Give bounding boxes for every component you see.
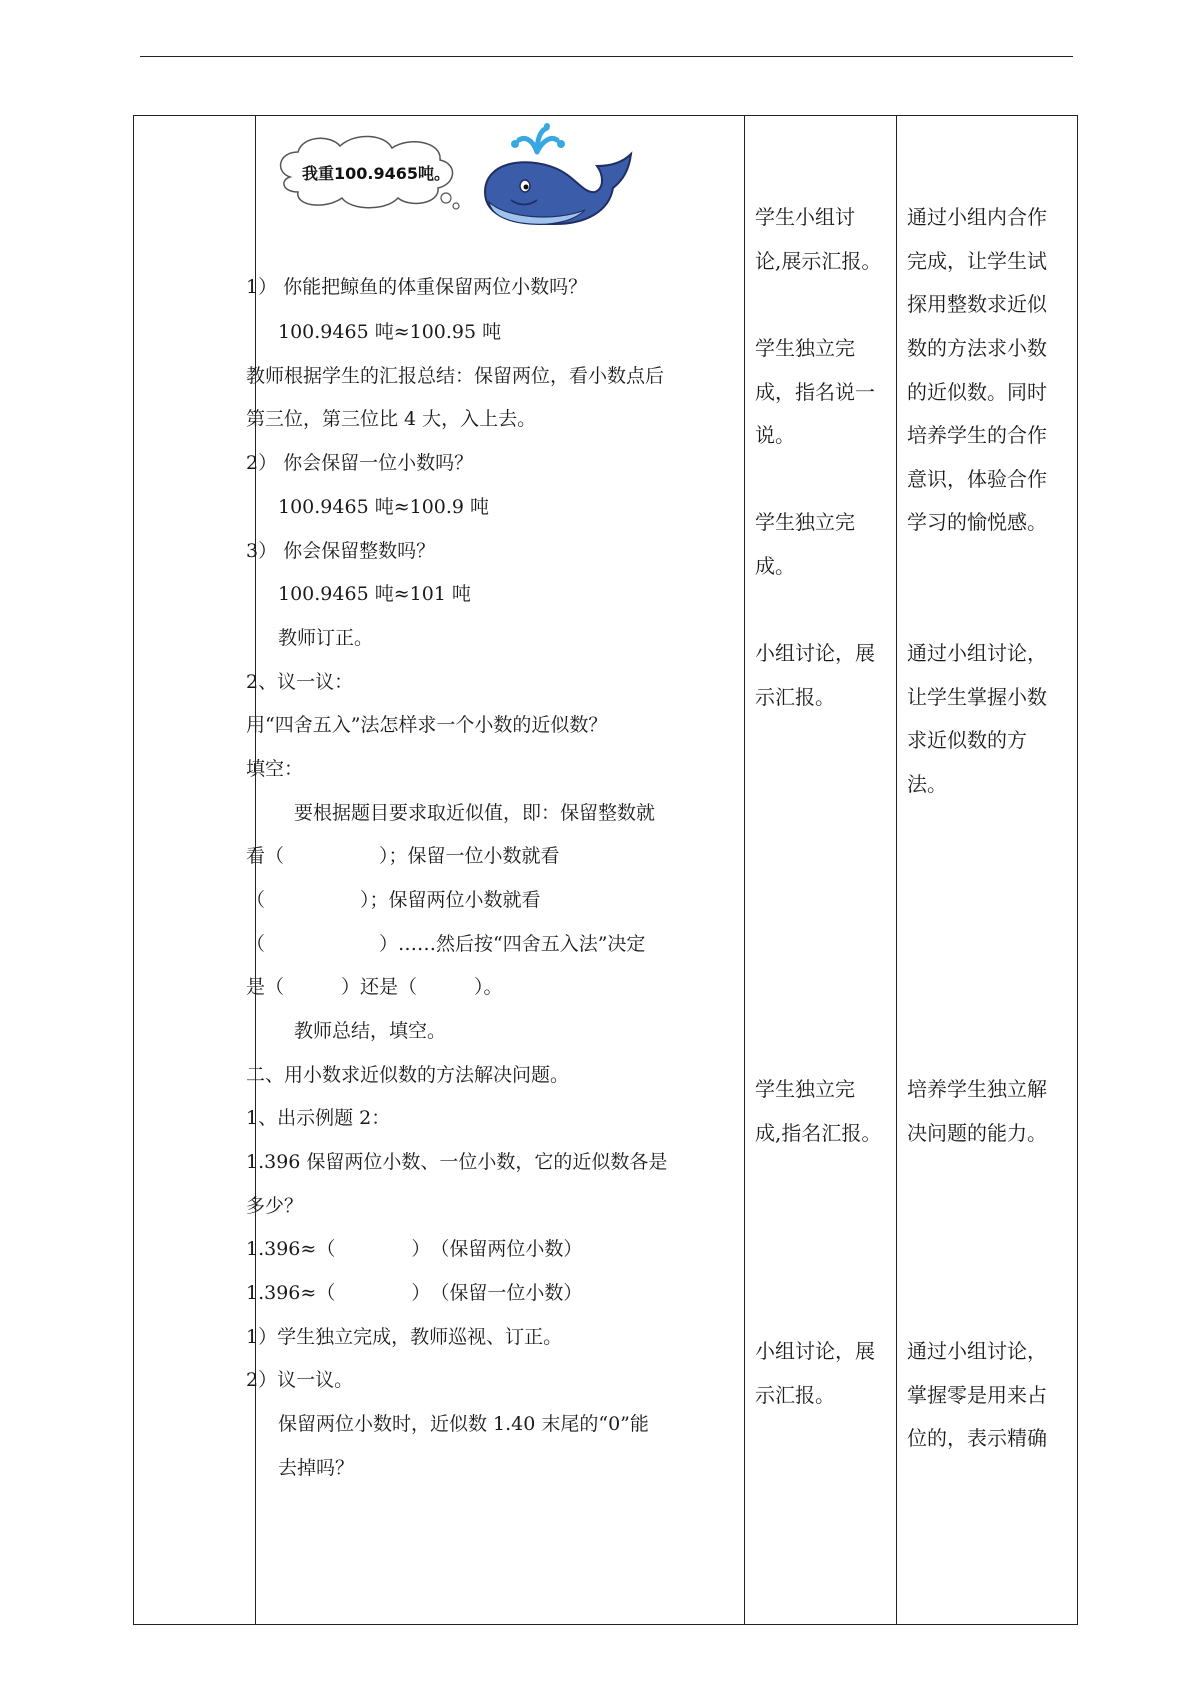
blank-2: 1.396≈（ ） （保留一位小数） xyxy=(246,1282,583,1304)
question-2: 2） 你会保留一位小数吗？ xyxy=(246,452,474,474)
student-activity-3-line-2: 成。 xyxy=(755,554,795,578)
student-activity-2-line-3: 说。 xyxy=(755,423,795,447)
discuss-title: 2、议一议： xyxy=(246,671,354,693)
speech-bubble-text: 我重100.9465吨。 xyxy=(302,164,451,183)
student-activity-1-line-2: 论,展示汇报。 xyxy=(755,249,882,273)
design-intent-2-line-3: 求近似数的方 xyxy=(907,728,1027,752)
zero-question-line-2: 去掉吗？ xyxy=(278,1457,355,1479)
design-intent-2-line-1: 通过小组讨论， xyxy=(907,641,1047,665)
speech-bubble xyxy=(281,136,459,209)
whale-icon xyxy=(485,123,631,224)
example-title: 1、出示例题 2： xyxy=(246,1107,391,1129)
summary-1-line-1: 教师根据学生的汇报总结：保留两位，看小数点后 xyxy=(246,365,665,387)
design-intent-3-line-2: 决问题的能力。 xyxy=(907,1121,1047,1145)
question-1: 1） 你能把鲸鱼的体重保留两位小数吗？ xyxy=(246,276,588,298)
design-intent-1-line-2: 完成，让学生试 xyxy=(907,249,1047,273)
student-activity-5-line-2: 成,指名汇报。 xyxy=(755,1121,882,1145)
section-2-title: 二、用小数求近似数的方法解决问题。 xyxy=(246,1064,570,1086)
example-line-1: 1.396 保留两位小数、一位小数，它的近似数各是 xyxy=(246,1151,668,1173)
fill-line-4: （ ）……然后按“四舍五入法”决定 xyxy=(246,933,646,955)
header-rule xyxy=(140,56,1073,57)
discuss-question: 用“四舍五入”法怎样求一个小数的近似数？ xyxy=(246,714,608,736)
fill-line-3: （ ）；保留两位小数就看 xyxy=(246,889,541,911)
zero-question-line-1: 保留两位小数时，近似数 1.40 末尾的“0”能 xyxy=(278,1413,649,1435)
question-3: 3） 你会保留整数吗？ xyxy=(246,540,436,562)
student-activity-6-line-2: 示汇报。 xyxy=(755,1383,835,1407)
student-activity-3-line-1: 学生独立完 xyxy=(755,510,855,534)
student-activity-4-line-2: 示汇报。 xyxy=(755,685,835,709)
design-intent-1-line-8: 学习的愉悦感。 xyxy=(907,510,1047,534)
example-line-2: 多少？ xyxy=(246,1195,304,1217)
design-intent-1-line-7: 意识，体验合作 xyxy=(907,467,1047,491)
answer-2: 100.9465 吨≈100.9 吨 xyxy=(278,496,490,518)
design-intent-4-line-2: 掌握零是用来占 xyxy=(907,1383,1047,1407)
student-activity-2-line-2: 成，指名说一 xyxy=(755,380,875,404)
col-divider-3 xyxy=(896,116,897,1624)
design-intent-1-line-3: 探用整数求近似 xyxy=(907,292,1047,316)
fill-line-1: 要根据题目要求取近似值，即：保留整数就 xyxy=(294,802,656,824)
design-intent-1-line-1: 通过小组内合作 xyxy=(907,205,1047,229)
student-activity-5-line-1: 学生独立完 xyxy=(755,1077,855,1101)
design-intent-1-line-6: 培养学生的合作 xyxy=(907,423,1047,447)
col-divider-2 xyxy=(744,116,745,1624)
answer-3: 100.9465 吨≈101 吨 xyxy=(278,583,471,605)
student-activity-6-line-1: 小组讨论，展 xyxy=(755,1339,875,1363)
answer-1: 100.9465 吨≈100.95 吨 xyxy=(278,321,502,343)
fill-title: 填空： xyxy=(246,758,304,780)
design-intent-4-line-3: 位的，表示精确 xyxy=(907,1426,1047,1450)
student-activity-1-line-1: 学生小组讨 xyxy=(755,205,855,229)
teacher-correct: 教师订正。 xyxy=(278,627,374,649)
student-activity-4-line-1: 小组讨论，展 xyxy=(755,641,875,665)
design-intent-1-line-4: 数的方法求小数 xyxy=(907,336,1047,360)
summary-1-line-2: 第三位，第三位比 4 大，入上去。 xyxy=(246,408,537,430)
step-1: 1）学生独立完成，教师巡视、订正。 xyxy=(246,1326,563,1348)
step-2: 2）议一议。 xyxy=(246,1369,354,1391)
fill-line-2: 看（ ）；保留一位小数就看 xyxy=(246,845,560,867)
student-activity-2-line-1: 学生独立完 xyxy=(755,336,855,360)
col-divider-1 xyxy=(255,116,256,1624)
design-intent-2-line-4: 法。 xyxy=(907,772,947,796)
whale-illustration xyxy=(270,122,655,244)
design-intent-4-line-1: 通过小组讨论， xyxy=(907,1339,1047,1363)
fill-line-5: 是（ ）还是（ ）。 xyxy=(246,976,503,998)
design-intent-1-line-5: 的近似数。同时 xyxy=(907,380,1047,404)
design-intent-3-line-1: 培养学生独立解 xyxy=(907,1077,1047,1101)
blank-1: 1.396≈（ ） （保留两位小数） xyxy=(246,1238,583,1260)
design-intent-2-line-2: 让学生掌握小数 xyxy=(907,685,1047,709)
teacher-summary: 教师总结，填空。 xyxy=(294,1020,447,1042)
